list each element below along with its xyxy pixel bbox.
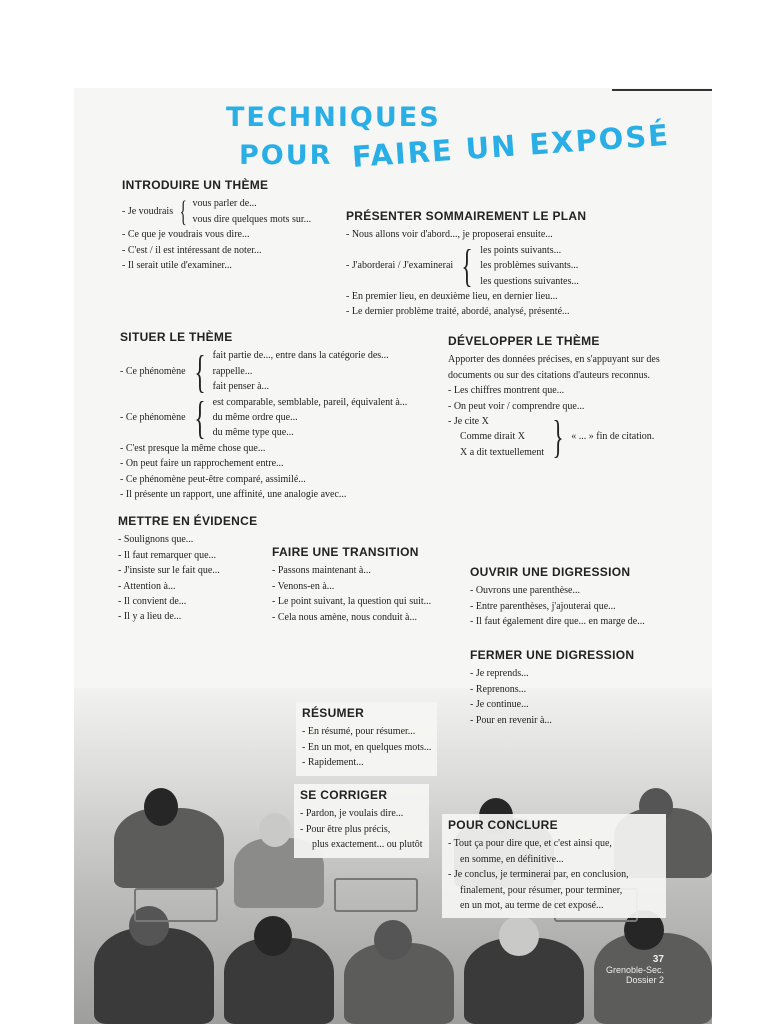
list-item: - C'est / il est intéressant de noter... [122, 244, 262, 256]
section-situer [120, 330, 407, 502]
brace-option: du même type que... [212, 427, 294, 439]
section-heading: PRÉSENTER SOMMAIREMENT LE PLAN [346, 209, 587, 223]
list-item: - Nous allons voir d'abord..., je proposerai ensuite... [346, 229, 553, 241]
brace-group [448, 411, 660, 463]
list-item: - Venons-en à... [272, 580, 335, 592]
audience-head [254, 916, 292, 956]
page-footer [594, 954, 664, 985]
list-item: - Ouvrons une parenthèse... [470, 585, 580, 597]
section-heading: FAIRE UNE TRANSITION [272, 545, 419, 559]
page-number: 37 [652, 954, 664, 965]
brace-option: est comparable, semblable, pareil, équivalent à... [212, 396, 408, 408]
list-item: en somme, en définitive... [460, 853, 564, 865]
section-conclure [442, 814, 666, 918]
section-fermer [470, 648, 634, 728]
list-item: - Attention à... [118, 580, 176, 592]
audience-head [144, 788, 178, 826]
list-item: - En un mot, en quelques mots... [302, 741, 432, 753]
list-item: - Tout ça pour dire que, et c'est ainsi que, [448, 838, 612, 850]
list-item: - En résumé, pour résumer... [302, 726, 416, 738]
section-ouvrir [470, 565, 645, 630]
list-item: - Il serait utile d'examiner... [122, 260, 232, 272]
title-line-3: FAIRE UN EXPOSÉ [350, 117, 672, 174]
section-heading: POUR CONCLURE [448, 818, 558, 832]
brace-option: vous dire quelques mots sur... [192, 213, 312, 225]
list-item: - Rapidement... [302, 757, 364, 769]
list-item: - Je continue... [470, 699, 529, 711]
brace-lead: - Ce phénomène [120, 365, 186, 377]
section-introduire [122, 178, 311, 273]
section-presenter [346, 209, 586, 320]
list-item: - Passons maintenant à... [272, 565, 371, 577]
audience-head [374, 920, 412, 960]
list-item: - Le point suivant, la question qui suit... [272, 596, 432, 608]
list-item: - Reprenons... [470, 683, 527, 695]
list-item: - Il présente un rapport, une affinité, une analogie avec... [120, 489, 347, 501]
section-heading: DÉVELOPPER LE THÈME [448, 334, 600, 348]
brace-icon: { [461, 239, 473, 291]
list-item: - On peut faire un rapprochement entre... [120, 458, 284, 470]
list-item: - Pardon, je voulais dire... [300, 808, 404, 820]
footer-line: Dossier 2 [625, 975, 664, 985]
list-item: - Le dernier problème traité, abordé, analysé, présenté... [346, 306, 570, 318]
audience-head [259, 813, 291, 847]
brace-option: Comme dirait X [460, 431, 525, 443]
section-heading: OUVRIR UNE DIGRESSION [470, 565, 631, 579]
section-developper [448, 334, 660, 463]
list-item: - Il faut remarquer que... [118, 549, 217, 561]
brace-close-icon: } [552, 411, 564, 463]
list-item: - C'est presque la même chose que... [120, 442, 266, 454]
brace-option: du même ordre que... [212, 412, 298, 424]
brace-option: fait partie de..., entre dans la catégorie des... [212, 350, 389, 362]
list-item: - Cela nous amène, nous conduit à... [272, 611, 417, 623]
list-item: finalement, pour résumer, pour terminer, [460, 884, 623, 896]
section-heading: SITUER LE THÈME [120, 330, 233, 344]
list-item: en un mot, au terme de cet exposé... [460, 900, 604, 912]
title-line-2: POUR [239, 140, 333, 171]
list-item: - Ce phénomène peut-être comparé, assimilé... [120, 473, 306, 485]
brace-option: les questions suivantes... [480, 275, 579, 287]
chair [134, 888, 218, 922]
list-item: - Soulignons que... [118, 534, 194, 546]
section-heading: INTRODUIRE UN THÈME [122, 178, 269, 192]
list-item: - Pour en revenir à... [470, 714, 552, 726]
list-item: - Pour être plus précis, [300, 823, 391, 835]
brace-lead: - Ce phénomène [120, 412, 186, 424]
brace-tail: « ... » fin de citation. [571, 431, 655, 443]
brace-group [120, 391, 408, 443]
chair [334, 878, 418, 912]
brace-icon: { [179, 194, 187, 228]
brace-lead: - J'aborderai / J'examinerai [346, 260, 454, 272]
brace-option: X a dit textuellement [460, 446, 545, 458]
section-resumer [296, 702, 437, 776]
brace-option: - Je cite X [448, 416, 489, 428]
list-item: plus exactement... ou plutôt [312, 839, 423, 851]
brace-group [346, 239, 586, 291]
list-item: - En premier lieu, en deuxième lieu, en dernier lieu... [346, 291, 558, 303]
brace-lead: - Je voudrais [122, 206, 174, 218]
brace-option: les problèmes suivants... [480, 260, 579, 272]
document-page [74, 88, 712, 1024]
list-item: - Je conclus, je terminerai par, en conclusion, [448, 869, 629, 881]
section-heading: METTRE EN ÉVIDENCE [118, 514, 258, 528]
list-item: - Les chiffres montrent que... [448, 385, 565, 397]
brace-option: les points suivants... [480, 244, 562, 256]
section-heading: RÉSUMER [302, 706, 365, 720]
section-corriger [294, 784, 429, 858]
section-mettre [118, 514, 257, 625]
brace-option: vous parler de... [192, 198, 257, 210]
list-item: - Il y a lieu de... [118, 611, 182, 623]
list-item: - Il convient de... [118, 596, 187, 608]
section-heading: SE CORRIGER [300, 788, 388, 802]
list-item: - Entre parenthèses, j'ajouterai que... [470, 600, 616, 612]
list-item: - Il faut également dire que... en marge de... [470, 616, 645, 628]
section-transition [272, 545, 431, 625]
footer-line: Grenoble-Sec. [605, 965, 664, 975]
intro-text: documents ou sur des citations d'auteurs reconnus. [448, 369, 651, 381]
list-item: - J'insiste sur le fait que... [118, 565, 220, 577]
top-rule [612, 89, 712, 91]
brace-option: fait penser à... [212, 381, 270, 393]
brace-group [120, 345, 407, 397]
list-item: - On peut voir / comprendre que... [448, 400, 585, 412]
list-item: - Je reprends... [470, 668, 529, 680]
title-line-1: TECHNIQUES [226, 102, 441, 133]
brace-icon: { [194, 345, 206, 397]
list-item: - Ce que je voudrais vous dire... [122, 229, 250, 241]
section-heading: FERMER UNE DIGRESSION [470, 648, 635, 662]
brace-icon: { [194, 391, 206, 443]
brace-group [122, 196, 311, 227]
intro-text: Apporter des données précises, en s'appuyant sur des [448, 354, 660, 366]
brace-option: rappelle... [212, 365, 253, 377]
audience-head [499, 916, 539, 956]
